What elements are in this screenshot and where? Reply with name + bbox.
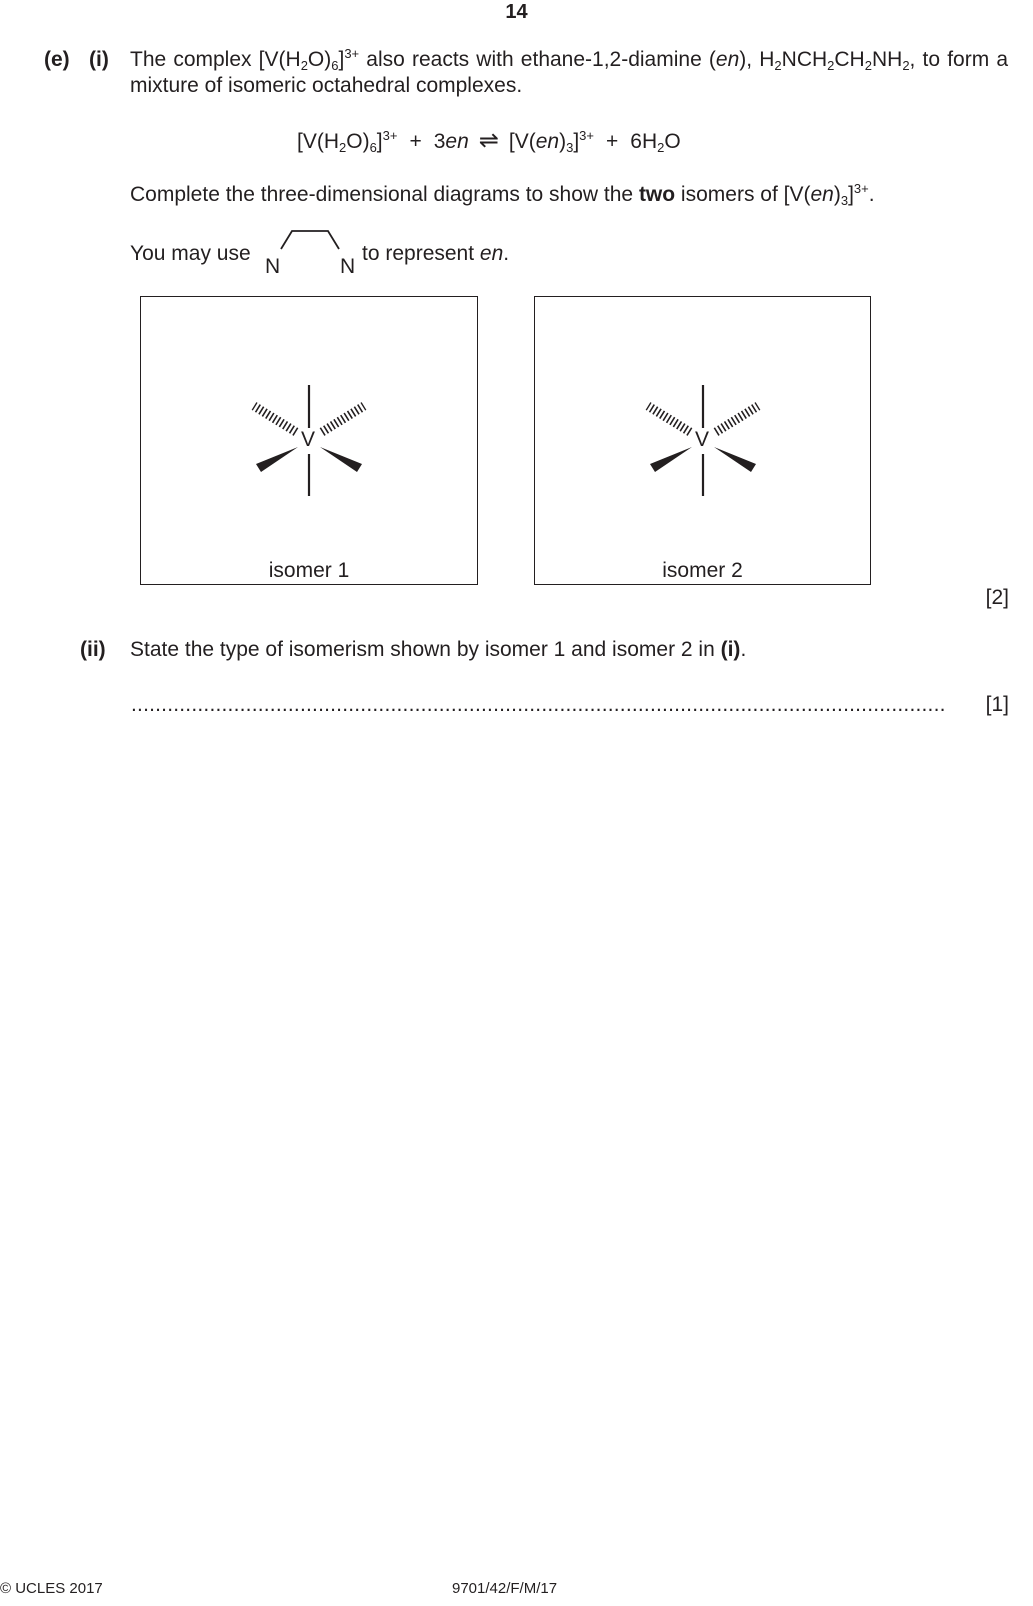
subquestion-label-ii: (ii) bbox=[80, 638, 106, 661]
you-may-use-text: You may use bbox=[130, 242, 251, 265]
instruction-text: Complete the three-dimensional diagrams to show the two isomers of $[V(en)_3]^{3+}$. bbox=[130, 181, 875, 208]
answer-line[interactable]: ....................................................................................................................................... bbox=[131, 693, 946, 716]
intro-paragraph: The complex $[V(H_2O)_6]^{3+}$ also reacts with ethane-1,2-diamine (en), $H_2NCH_2CH_2NH_2$, to form a mixture of isomeric octahedral complexes. bbox=[130, 46, 1009, 97]
marks-i: [2] bbox=[985, 586, 1009, 609]
isomer-2-box[interactable] bbox=[534, 296, 871, 585]
ii-question-text: State the type of isomerism shown by isomer 1 and isomer 2 in (i). bbox=[130, 638, 747, 661]
reaction-equation: $[V(H_2O)_6]^{3+} + 3en$ ⇌ $[V(en)_3]^{3+} + 6H_2O$ bbox=[297, 127, 681, 155]
en-ligand-symbol: N N bbox=[263, 226, 359, 276]
subquestion-label-i: (i) bbox=[89, 48, 109, 71]
footer-copyright: © UCLES 2017 bbox=[0, 1580, 103, 1597]
footer-code: 9701/42/F/M/17 bbox=[452, 1580, 558, 1597]
vanadium-atom-label: V bbox=[695, 428, 710, 451]
isomer-2-label: isomer 2 bbox=[662, 559, 743, 582]
marks-ii: [1] bbox=[985, 693, 1009, 716]
question-label-e: (e) bbox=[44, 48, 70, 71]
to-represent-text: to represent en. bbox=[362, 242, 510, 265]
isomer-1-box[interactable] bbox=[140, 296, 478, 585]
vanadium-atom-label: V bbox=[301, 428, 316, 451]
equilibrium-arrow: ⇌ bbox=[478, 127, 499, 154]
page-number: 14 bbox=[505, 1, 528, 23]
isomer-1-label: isomer 1 bbox=[268, 559, 350, 582]
